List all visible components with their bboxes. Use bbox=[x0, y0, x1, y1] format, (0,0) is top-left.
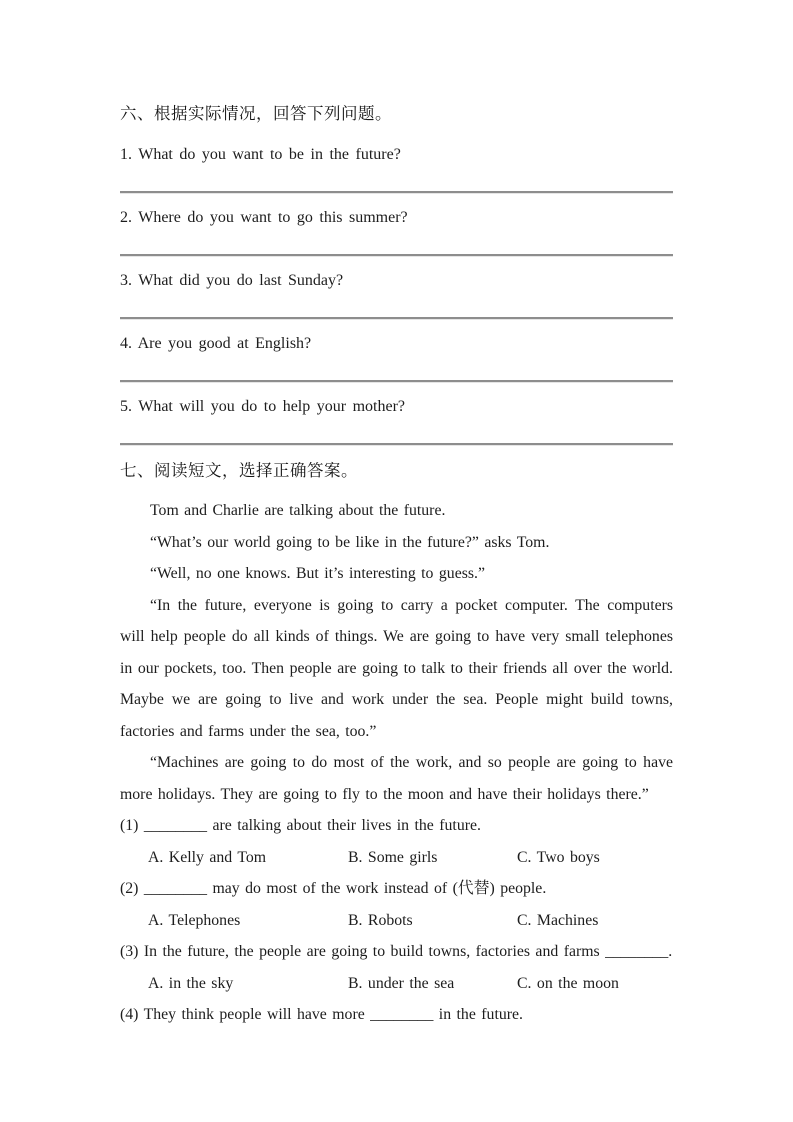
qa-item-5 bbox=[120, 397, 673, 445]
option-1b: B. Some girls bbox=[348, 848, 438, 866]
question-text-2: 2. Where do you want to go this summer? bbox=[120, 209, 408, 226]
option-2b: B. Robots bbox=[348, 911, 413, 929]
option-3b: B. under the sea bbox=[348, 974, 455, 992]
answer-blank-line-2 bbox=[120, 254, 673, 256]
section-seven-heading: 七、阅读短文，选择正确答案。 bbox=[120, 462, 358, 480]
reading-section bbox=[120, 495, 673, 1031]
option-1a: A. Kelly and Tom bbox=[148, 848, 267, 866]
mcq-stem-2: (2) ________ may do most of the work instead of (代替) people. bbox=[120, 880, 547, 897]
mcq-stem-3: (3) In the future, the people are going to build towns, factories and farms ________. bbox=[120, 943, 673, 960]
option-2a: A. Telephones bbox=[148, 911, 241, 929]
option-3c: C. on the moon bbox=[517, 974, 619, 992]
question-text-5: 5. What will you do to help your mother? bbox=[120, 398, 405, 415]
qa-item-2 bbox=[120, 208, 673, 256]
answer-blank-line-1 bbox=[120, 191, 673, 193]
answer-blank-line-4 bbox=[120, 380, 673, 382]
passage-paragraph-1: Tom and Charlie are talking about the future. bbox=[150, 502, 446, 519]
passage-paragraph-2: “What’s our world going to be like in the future?” asks Tom. bbox=[150, 533, 550, 551]
answer-blank-line-3 bbox=[120, 317, 673, 319]
question-text-4: 4. Are you good at English? bbox=[120, 335, 312, 352]
question-text-3: 3. What did you do last Sunday? bbox=[120, 272, 344, 289]
qa-item-1 bbox=[120, 145, 673, 193]
qa-item-4 bbox=[120, 334, 673, 382]
option-1c: C. Two boys bbox=[517, 848, 600, 866]
option-2c: C. Machines bbox=[517, 911, 599, 929]
question-text-1: 1. What do you want to be in the future? bbox=[120, 146, 401, 163]
mcq-options-2 bbox=[120, 905, 673, 937]
mcq-stem-1: (1) ________ are talking about their lives in the future. bbox=[120, 817, 481, 834]
passage-paragraph-4: “In the future, everyone is going to carry a pocket computer. The computers will help people do all kinds of things. We are going to have very small telephones in our pockets, too. Then people are going to talk to their friends all over the world. Maybe we are going to live and work under the sea. People might build towns, factories and farms under the sea, too.” bbox=[120, 596, 673, 740]
answer-blank-line-5 bbox=[120, 443, 673, 445]
mcq-options-1 bbox=[120, 842, 673, 874]
section-six-heading: 六、根据实际情况，回答下列问题。 bbox=[120, 105, 392, 123]
qa-item-3 bbox=[120, 271, 673, 319]
mcq-stem-4: (4) They think people will have more ________ in the future. bbox=[120, 1006, 523, 1023]
passage-paragraph-3: “Well, no one knows. But it’s interesting to guess.” bbox=[150, 565, 485, 582]
option-3a: A. in the sky bbox=[148, 974, 234, 992]
mcq-options-3 bbox=[120, 968, 673, 1000]
passage-paragraph-5: “Machines are going to do most of the work, and so people are going to have more holidays. They are going to fly to the moon and have their holidays there.” bbox=[120, 754, 673, 803]
